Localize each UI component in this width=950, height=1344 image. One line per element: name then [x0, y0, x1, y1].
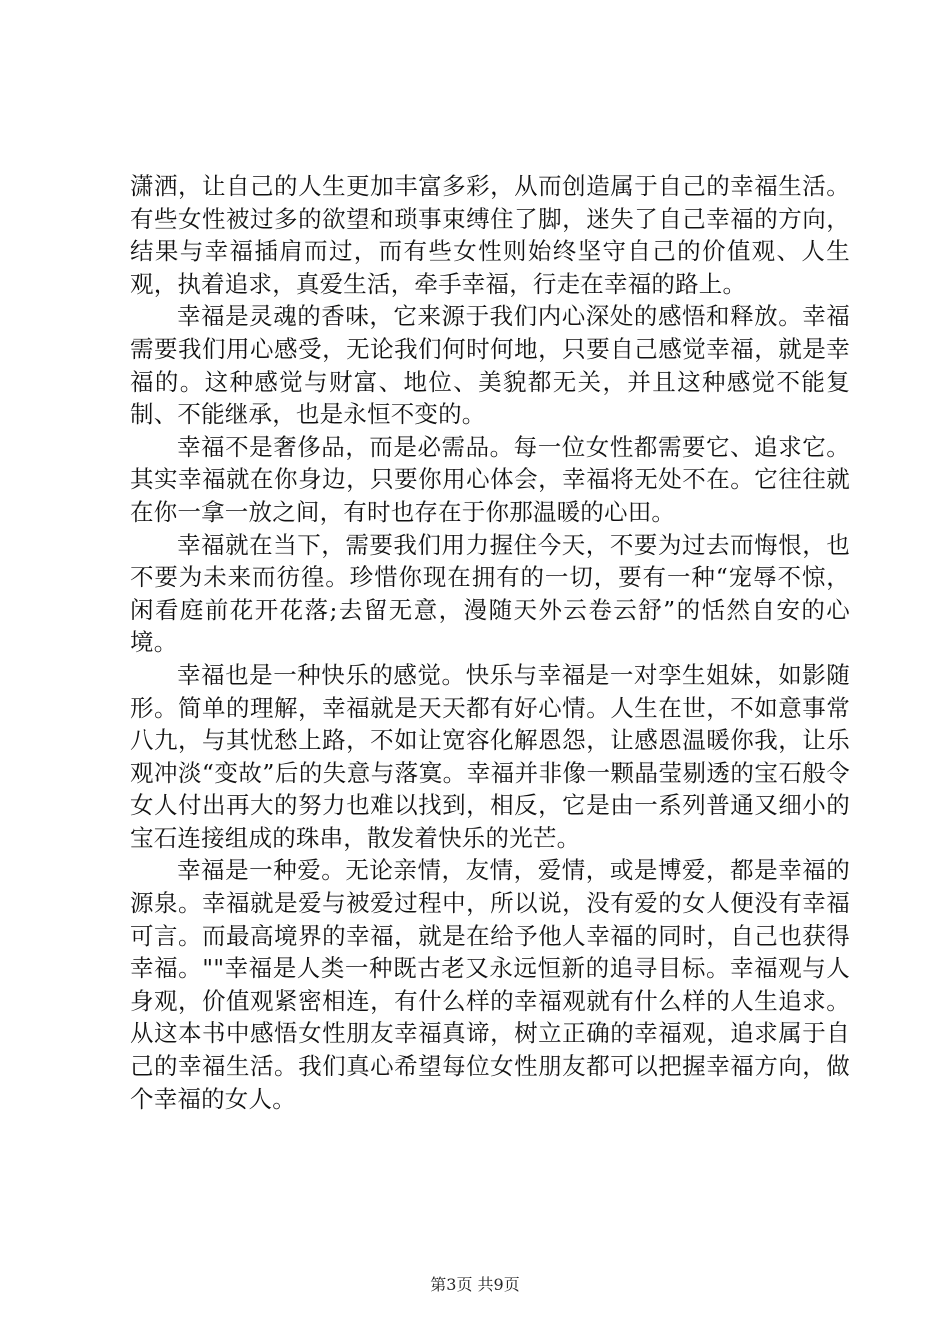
paragraph-4: 幸福就在当下，需要我们用力握住今天，不要为过去而悔恨，也不要为未来而彷徨。珍惜你现在拥有的一切，要有一种“宠辱不惊，闲看庭前花开花落;去留无意，漫随天外云卷云舒”的恬然自安的心境。: [130, 530, 850, 657]
page-number-footer: 第3页 共9页: [430, 1275, 520, 1294]
paragraph-6: 幸福是一种爱。无论亲情，友情，爱情，或是博爱，都是幸福的源泉。幸福就是爱与被爱过程中，所以说，没有爱的女人便没有幸福可言。而最高境界的幸福，就是在给予他人幸福的同时，自己也获得幸福。""幸福是人类一种既古老又永远恒新的追寻目标。幸福观与人身观，价值观紧密相连，有什么样的幸福观就有什么样的人生追求。从这本书中感悟女性朋友幸福真谛，树立正确的幸福观，追求属于自己的幸福生活。我们真心希望每位女性朋友都可以把握幸福方向，做个幸福的女人。: [130, 856, 850, 1113]
paragraph-2: 幸福是灵魂的香味，它来源于我们内心深处的感悟和释放。幸福需要我们用心感受，无论我们何时何地，只要自己感觉幸福，就是幸福的。这种感觉与财富、地位、美貌都无关，并且这种感觉不能复制、不能继承，也是永恒不变的。: [130, 302, 850, 429]
paragraph-3: 幸福不是奢侈品，而是必需品。每一位女性都需要它、追求它。其实幸福就在你身边，只要你用心体会，幸福将无处不在。它往往就在你一拿一放之间，有时也存在于你那温暖的心田。: [130, 432, 850, 526]
paragraph-1: 潇洒，让自己的人生更加丰富多彩，从而创造属于自己的幸福生活。有些女性被过多的欲望和琐事束缚住了脚，迷失了自己幸福的方向，结果与幸福插肩而过，而有些女性则始终坚守自己的价值观、人生观，执着追求，真爱生活，牵手幸福，行走在幸福的路上。: [130, 172, 850, 298]
paragraph-5: 幸福也是一种快乐的感觉。快乐与幸福是一对孪生姐妹，如影随形。简单的理解，幸福就是天天都有好心情。人生在世，不如意事常八九，与其忧愁上路，不如让宽容化解恩怨，让感恩温暖你我，让乐观冲淡“变故”后的失意与落寞。幸福并非像一颗晶莹剔透的宝石般令女人付出再大的努力也难以找到，相反，它是由一系列普通又细小的宝石连接组成的珠串，散发着快乐的光芒。: [130, 660, 850, 852]
document-body: [130, 170, 850, 1115]
